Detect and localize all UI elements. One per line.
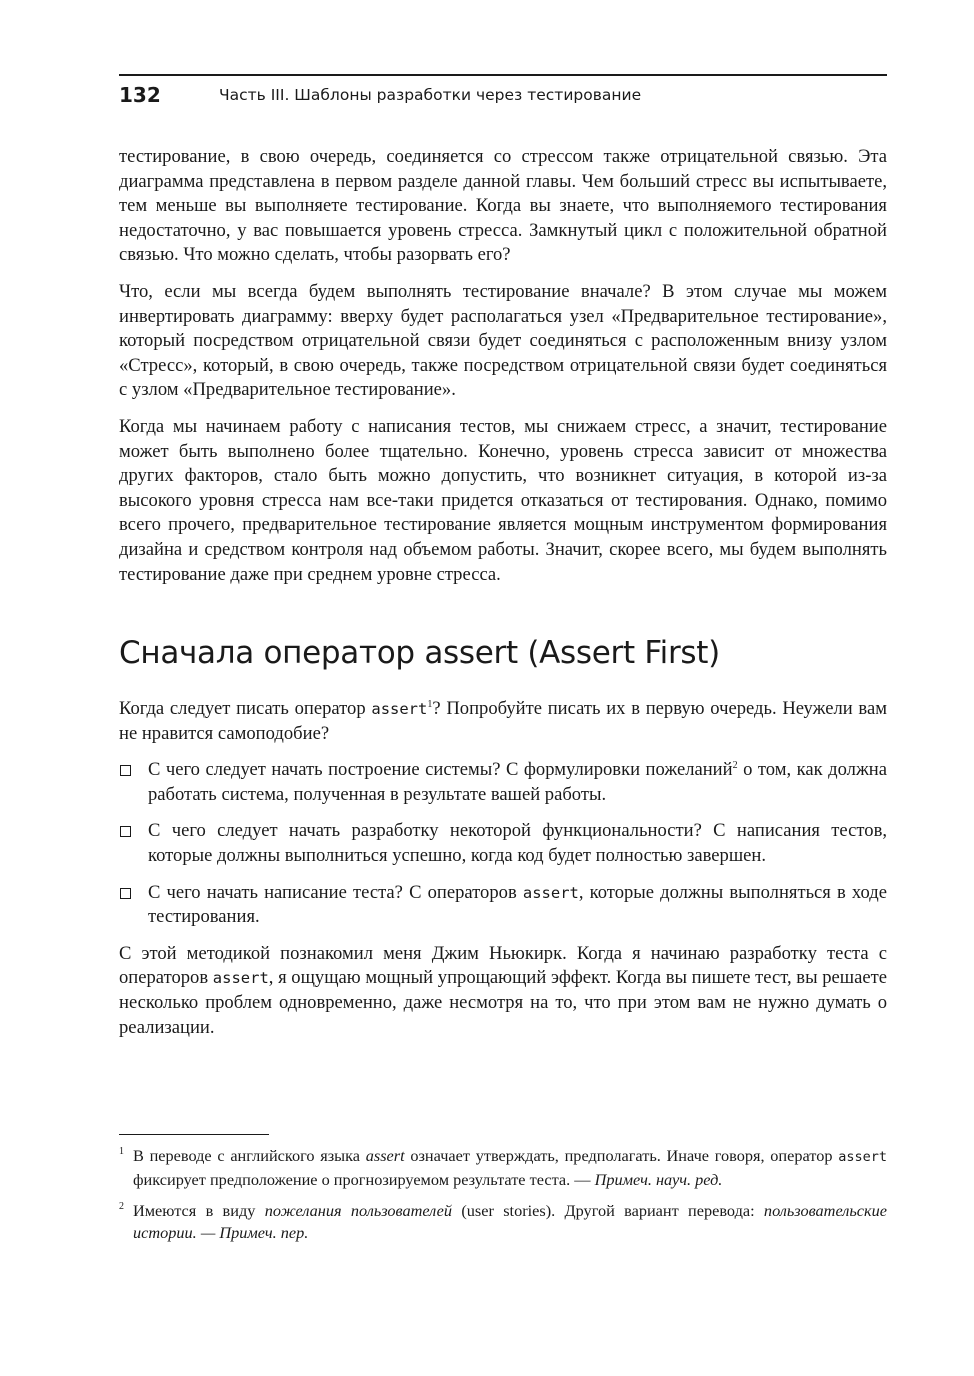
fn1-term: assert bbox=[365, 1146, 405, 1165]
footnotes bbox=[119, 1145, 887, 1253]
fn2-text-a: Имеются в виду bbox=[133, 1201, 265, 1221]
footnote-1-mark: 1 bbox=[119, 1146, 124, 1157]
checkbox-bullet-icon bbox=[120, 888, 131, 899]
page-number: 132 bbox=[119, 83, 161, 107]
running-header bbox=[119, 74, 887, 110]
running-title: Часть III. Шаблоны разработки через тестирование bbox=[219, 86, 642, 104]
fn1-code: assert bbox=[838, 1149, 887, 1165]
footnote-ref-1: 1 bbox=[427, 699, 433, 711]
intro-text-a: Когда следует писать оператор bbox=[119, 698, 372, 720]
fn1-editor-note: Примеч. науч. ред. bbox=[594, 1169, 723, 1189]
bullet-3-text-a: С чего начать написание теста? С операторов bbox=[148, 881, 523, 903]
bullet-list bbox=[119, 758, 887, 930]
bullet-3-code: assert bbox=[522, 883, 579, 902]
paragraph-1: тестирование, в свою очередь, соединяется со стрессом также отрицательной связью. Эта диаграмма представлена в первом разделе данной главы. Чем больший стресс вы испытываете, тем меньше вы выполняете тестирование. Когда вы знаете, что выполняемого тестирования недостаточно, у вас повышается уровень стресса. Замкнутый цикл с положительной обратной связью. Что можно сделать, чтобы разорвать его? bbox=[119, 146, 887, 266]
paragraph-3: Когда мы начинаем работу с написания тестов, мы снижаем стресс, а значит, тестирование может быть выполнено более тщательно. Конечно, уровень стресса зависит от множества других факторов, стало быть можно допустить, что возникнет ситуация, в которой из-за высокого уровня стресса нам все-таки придется отказаться от тестирования. Однако, помимо всего прочего, предварительное тестирование является мощным инструментом формирования дизайна и средством контроля над объемом работы. Значит, скорее всего, мы будем выполнять тестирование даже при среднем уровне стресса. bbox=[119, 415, 887, 585]
list-item bbox=[119, 819, 887, 868]
intro-text-b: ? Попробуйте писать их в первую очередь. Неужели вам не нравится самоподобие? bbox=[119, 698, 887, 744]
closing-paragraph bbox=[119, 942, 887, 1040]
section-heading: Сначала оператор assert (Assert First) bbox=[119, 635, 720, 672]
fn1-text-b: означает утверждать, предполагать. Иначе говоря, оператор bbox=[404, 1146, 839, 1165]
footnote-1 bbox=[119, 1145, 887, 1190]
list-item bbox=[119, 881, 887, 930]
bullet-2-text: С чего следует начать разработку некоторой функциональности? С написания тестов, которые должны выполниться успешно, когда код будет полностью завершен. bbox=[148, 820, 887, 867]
footnote-2 bbox=[119, 1200, 887, 1243]
fn1-text-a: В переводе с английского языка bbox=[133, 1146, 366, 1165]
bullet-1-text-a: С чего следует начать построение системы? С формулировки пожеланий bbox=[148, 759, 733, 781]
section-intro bbox=[119, 697, 887, 746]
footnote-ref-2: 2 bbox=[732, 760, 738, 772]
fn1-text-c: фиксирует предположение о прогнозируемом результате теста. — bbox=[133, 1169, 595, 1189]
list-item bbox=[119, 758, 887, 807]
bullet-1-text-b: о том, как должна работать система, полученная в результате вашей работы. bbox=[148, 759, 888, 805]
checkbox-bullet-icon bbox=[120, 826, 131, 837]
body-text bbox=[119, 145, 887, 1052]
bullet-3-text-b: , которые должны выполняться в ходе тестирования. bbox=[148, 881, 887, 928]
intro-code: assert bbox=[371, 700, 428, 719]
paragraph-2: Что, если мы всегда будем выполнять тестирование вначале? В этом случае мы можем инвертировать диаграмму: вверху будет располагаться узел «Предварительное тестирование», который посредством отрицательной связи будет соединяться с расположенным внизу узлом «Стресс», который, в свою очередь, также посредством отрицательной связи будет соединяться с узлом «Предварительное тестирование». bbox=[119, 280, 887, 401]
closing-text-b: , я ощущаю мощный упрощающий эффект. Когда вы пишете тест, вы решаете несколько проблем одновременно, даже несмотря на то, что при этом вам не нужно думать о реализации. bbox=[119, 967, 887, 1038]
fn2-text-b: (user stories). Другой вариант перевода: bbox=[452, 1201, 764, 1221]
fn2-translator-note: пользовательские истории. — Примеч. пер. bbox=[133, 1201, 887, 1242]
closing-code: assert bbox=[212, 969, 269, 988]
checkbox-bullet-icon bbox=[120, 765, 131, 776]
fn2-term: пожелания пользователей bbox=[264, 1201, 453, 1221]
closing-text-a: С этой методикой познакомил меня Джим Ньюкирк. Когда я начинаю разработку теста с операторов bbox=[119, 942, 887, 989]
footnote-2-mark: 2 bbox=[119, 1201, 124, 1213]
footnote-divider bbox=[119, 1134, 269, 1135]
